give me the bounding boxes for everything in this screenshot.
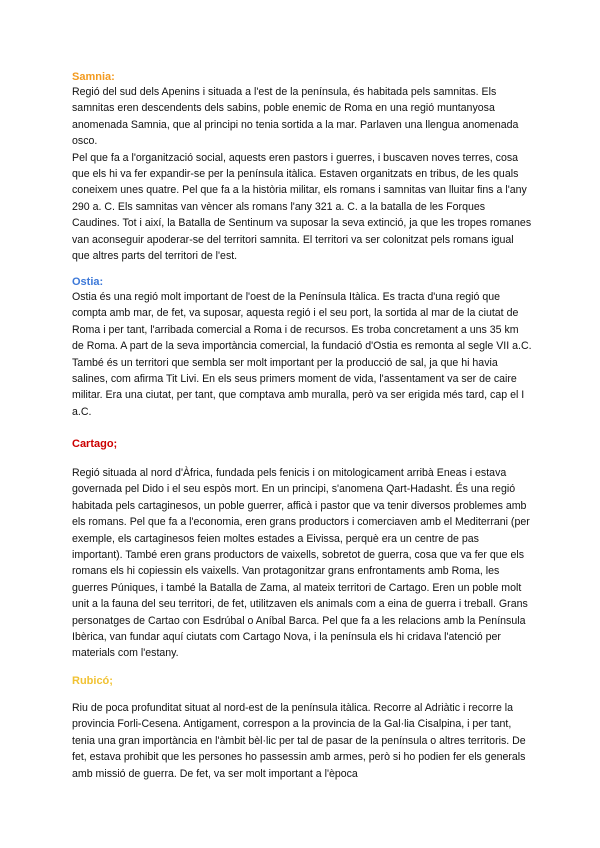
paragraph-cartago: Regió situada al nord d'Àfrica, fundada pels fenicis i on mitologicament arribà Eneas i estava governada pel Dido i el seu espòs mort. En un principi, s'anomena Qart-Hadasht. És una regió habitada pels cartaginesos, un poble guerrer, afficà i pastor que va tenir diversos problemes amb els romans. Pel que fa a l'economia, eren grans productors i comerciaven amb el Mediterrani (per exemple, els cartaginesos feien moltes estades a Eivissa, perquè era un centre de pas important). També eren grans productors de vaixells, sobretot de guerra, cosa que va fer que els romans els hi copiessin els vaixells. Van protagonitzar grans enfrontaments amb Roma, les guerres Púniques, i també la Batalla de Zama, al mateix territori de Cartago. Eren un poble molt unit a la fauna del seu territori, de fet, utilitzaven els animals com a eina de guerra i treball. Grans personatges de Cartao con Esdrúbal o Aníbal Barca. Pel que fa a les relacions amb la Península Ibèrica, van fundar aquí ciutats com Cartago Nova, i la península els hi cridava l'atenció per materials com l'estany. bbox=[72, 467, 530, 660]
heading-cartago: Cartago; bbox=[72, 438, 118, 450]
paragraph-rubico: Riu de poca profunditat situat al nord-est de la península itàlica. Recorre al Adriàtic i recorre la provincia Forli-Cesena. Antigament, correspon a la provincia de la Gal·lia Cisalpina, i per tant, tenia una gran importància en l'àmbit bèl·lic per tal de pasar de la península o altres territoris. De fet, estava prohibit que les persones ho passessin amb armes, però si ho podien fer els generals amb missió de guerra. De fet, va ser molt important a l'època bbox=[72, 702, 526, 780]
section-rubico-heading bbox=[72, 674, 532, 688]
section-ostia bbox=[72, 275, 532, 420]
section-rubico bbox=[72, 700, 532, 782]
heading-ostia: Ostia: bbox=[72, 276, 104, 288]
heading-rubico: Rubicó; bbox=[72, 675, 113, 687]
heading-samnia: Samnia: bbox=[72, 71, 115, 83]
paragraph-samnia-2: Pel que fa a l'organització social, aquests eren pastors i guerres, i buscaven noves terres, cosa que els hi va fer expandir-se per la península itàlica. Estaven organitzats en tribus, de les quals coneixem unes quatre. Pel que fa a la història militar, els romans i samnitas van lluitar fins a l'any 290 a. C. Els samnitas van vèncer als romans l'any 321 a. C. a la batalla de les Forques Caudines. Tot i així, la Batalla de Sentinum va suposar la seva extinció, ja que les tropes romanes van aconseguir apoderar-se del territori samnita. El territori va ser colonitzat pels romans igual que altres parts del territori de l'est. bbox=[72, 151, 532, 263]
paragraph-samnia-1: Regió del sud dels Apenins i situada a l'est de la península, és habitada pels samnitas. Els samnitas eren descendents dels sabins, poble enemic de Roma en una regió muntanyosa anomenada Samnia, que al principi no tenia sortida a la mar. Parlaven una llengua anomenada osco. bbox=[72, 86, 519, 148]
section-cartago bbox=[72, 465, 532, 662]
section-samnia bbox=[72, 70, 532, 264]
paragraph-ostia: Ostia és una regió molt important de l'oest de la Península Itàlica. Es tracta d'una regió que compta amb mar, de fet, va suposar, aquesta regió i el seu port, la sortida al mar de la ciutat de Roma i per tant, l'arribada comercial a Roma i de recursos. Es troba concretament a uns 35 km de Roma. A part de la seva importància comercial, la fundació d'Ostia es remonta al segle VII a.C. També és un territori que sembla ser molt important per la producció de sal, ja que hi havia salines, com afirma Tit Livi. En els seus primers moment de vida, l'assentament va ser de caire militar. Era una ciutat, per tant, que comptava amb muralla, però va ser erigida més tard, cap el I a.C. bbox=[72, 291, 532, 418]
section-cartago-heading bbox=[72, 437, 532, 451]
